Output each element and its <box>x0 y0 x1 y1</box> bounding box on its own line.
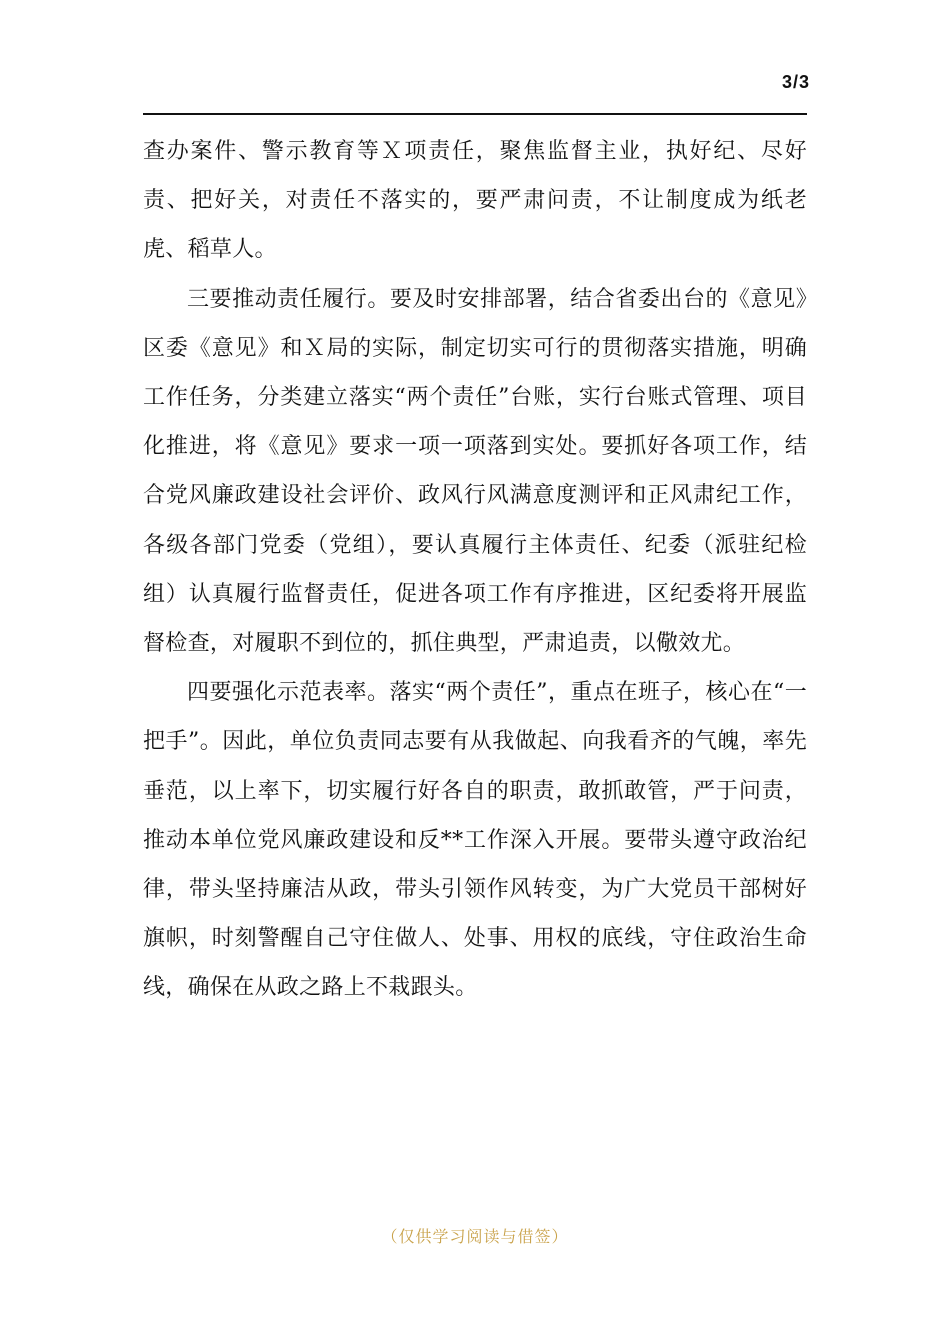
paragraph-promote-responsibility: 三要推动责任履行。要及时安排部署，结合省委出台的《意见》区委《意见》和Ｘ局的实际，制定切实可行的贯彻落实措施，明确工作任务，分类建立落实“两个责任”台账，实行台账式管理、项目化推进，将《意见》要求一项一项落到实处。要抓好各项工作，结合党风廉政建设社会评价、政风行风满意度测评和正风肃纪工作，各级各部门党委（党组），要认真履行主体责任、纪委（派驻纪检组）认真履行监督责任，促进各项工作有序推进，区纪委将开展监督检查，对履职不到位的，抓住典型，严肃追责，以儆效尤。 <box>143 286 807 657</box>
header-rule <box>143 113 807 115</box>
footer-note: （仅供学习阅读与借签） <box>381 1227 569 1246</box>
document-body <box>143 127 807 1013</box>
paragraph-lead-by-example: 四要强化示范表率。落实“两个责任”，重点在班子，核心在“一把手”。因此，单位负责同志要有从我做起、向我看齐的气魄，率先垂范，以上率下，切实履行好各自的职责，敢抓敢管，严于问责，推动本单位党风廉政建设和反**工作深入开展。要带头遵守政治纪律，带头坚持廉洁从政，带头引领作风转变，为广大党员干部树好旗帜，时刻警醒自己守住做人、处事、用权的底线，守住政治生命线，确保在从政之路上不栽跟头。 <box>143 680 807 1001</box>
page-number: 3/3 <box>781 72 810 92</box>
paragraph-continuation: 查办案件、警示教育等Ｘ项责任，聚焦监督主业，执好纪、尽好责、把好关，对责任不落实的，要严肃问责，不让制度成为纸老虎、稻草人。 <box>143 139 807 263</box>
